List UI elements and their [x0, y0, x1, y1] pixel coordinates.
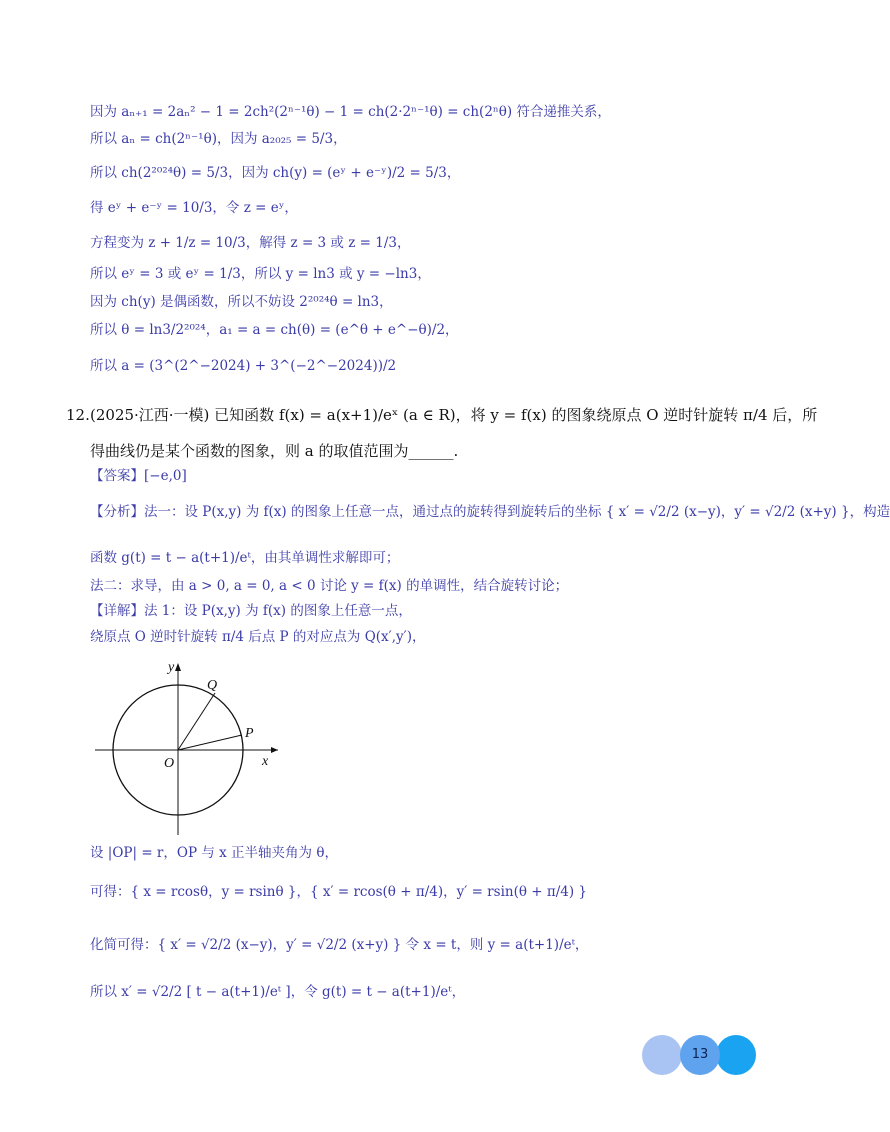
detail-line [90, 601, 412, 621]
solution-line: 因为 aₙ₊₁ = 2aₙ² − 1 = 2ch²(2ⁿ⁻¹θ) − 1 = ch(2·2ⁿ⁻¹θ) = ch(2ⁿθ) 符合递推关系， [90, 104, 611, 120]
analysis-line: 函数 g(t) = t − a(t+1)/eᵗ，由其单调性求解即可； [90, 550, 400, 566]
segment-oq [178, 693, 215, 750]
answer-line [90, 466, 187, 486]
segment-op [178, 735, 242, 750]
answer-label: 【答案】 [90, 468, 144, 484]
solution-line: 所以 ch(2²⁰²⁴θ) = 5/3，因为 ch(y) = (eʸ + e⁻ʸ)/2 = 5/3， [90, 165, 461, 181]
badge-circle-left [642, 1035, 682, 1075]
y-label: y [168, 660, 175, 675]
badge-circle-right [716, 1035, 756, 1075]
point-q-label: Q [207, 678, 218, 693]
solution-line: 方程变为 z + 1/z = 10/3，解得 z = 3 或 z = 1/3， [90, 235, 411, 251]
question-stem-line: 得曲线仍是某个函数的图象，则 a 的取值范围为______. [90, 442, 459, 460]
detail-line: 所以 x′ = √2/2 [ t − a(t+1)/eᵗ ]，令 g(t) = t − a(t+1)/eᵗ， [90, 984, 466, 1000]
detail-line: 可得：{ x = rcosθ，y = rsinθ }，{ x′ = rcos(θ + π/4)，y′ = rsin(θ + π/4) } [90, 884, 588, 900]
page-number: 13 [691, 1047, 709, 1062]
x-label: x [262, 754, 269, 769]
analysis-line [90, 502, 890, 522]
y-axis-arrow [175, 663, 181, 671]
detail-line: 绕原点 O 逆时针旋转 π/4 后点 P 的对应点为 Q(x′,y′)， [90, 629, 426, 645]
detail-text: 法 1：设 P(x,y) 为 f(x) 的图象上任意一点， [144, 603, 412, 619]
solution-line: 所以 a = (3^(2^−2024) + 3^(−2^−2024))/2 [90, 358, 397, 374]
detail-label: 【详解】 [90, 603, 144, 619]
analysis-label: 【分析】 [90, 504, 144, 520]
solution-line: 因为 ch(y) 是偶函数，所以不妨设 2²⁰²⁴θ = ln3， [90, 294, 393, 310]
rotation-figure [90, 655, 290, 840]
detail-line: 设 |OP| = r，OP 与 x 正半轴夹角为 θ， [90, 845, 338, 861]
solution-line: 所以 θ = ln3/2²⁰²⁴，a₁ = a = ch(θ) = (e^θ + e^−θ)/2， [90, 322, 459, 338]
origin-label: O [164, 756, 175, 771]
question-number: 12. [66, 406, 90, 424]
question-stem-line: (2025·江西·一模) 已知函数 f(x) = a(x+1)/eˣ (a ∈ R)，将 y = f(x) 的图象绕原点 O 逆时针旋转 π/4 后，所 [90, 406, 818, 424]
solution-line: 得 eʸ + e⁻ʸ = 10/3，令 z = eʸ， [90, 200, 298, 216]
solution-line: 所以 eʸ = 3 或 eʸ = 1/3，所以 y = ln3 或 y = −ln3， [90, 266, 431, 282]
point-p-label: P [245, 726, 254, 741]
solution-line: 所以 aₙ = ch(2ⁿ⁻¹θ)，因为 a₂₀₂₅ = 5/3， [90, 131, 347, 147]
x-axis-arrow [271, 747, 278, 753]
answer-value: [−e,0] [144, 468, 187, 484]
detail-line: 化简可得：{ x′ = √2/2 (x−y)，y′ = √2/2 (x+y) } 令 x = t，则 y = a(t+1)/eᵗ， [90, 937, 589, 953]
analysis-line: 法二：求导，由 a > 0, a = 0, a < 0 讨论 y = f(x) 的单调性，结合旋转讨论； [90, 578, 569, 594]
analysis-text: 法一：设 P(x,y) 为 f(x) 的图象上任意一点，通过点的旋转得到旋转后的坐标 { x′ = √2/2 (x−y)，y′ = √2/2 (x+y) }，构造 [144, 504, 890, 520]
